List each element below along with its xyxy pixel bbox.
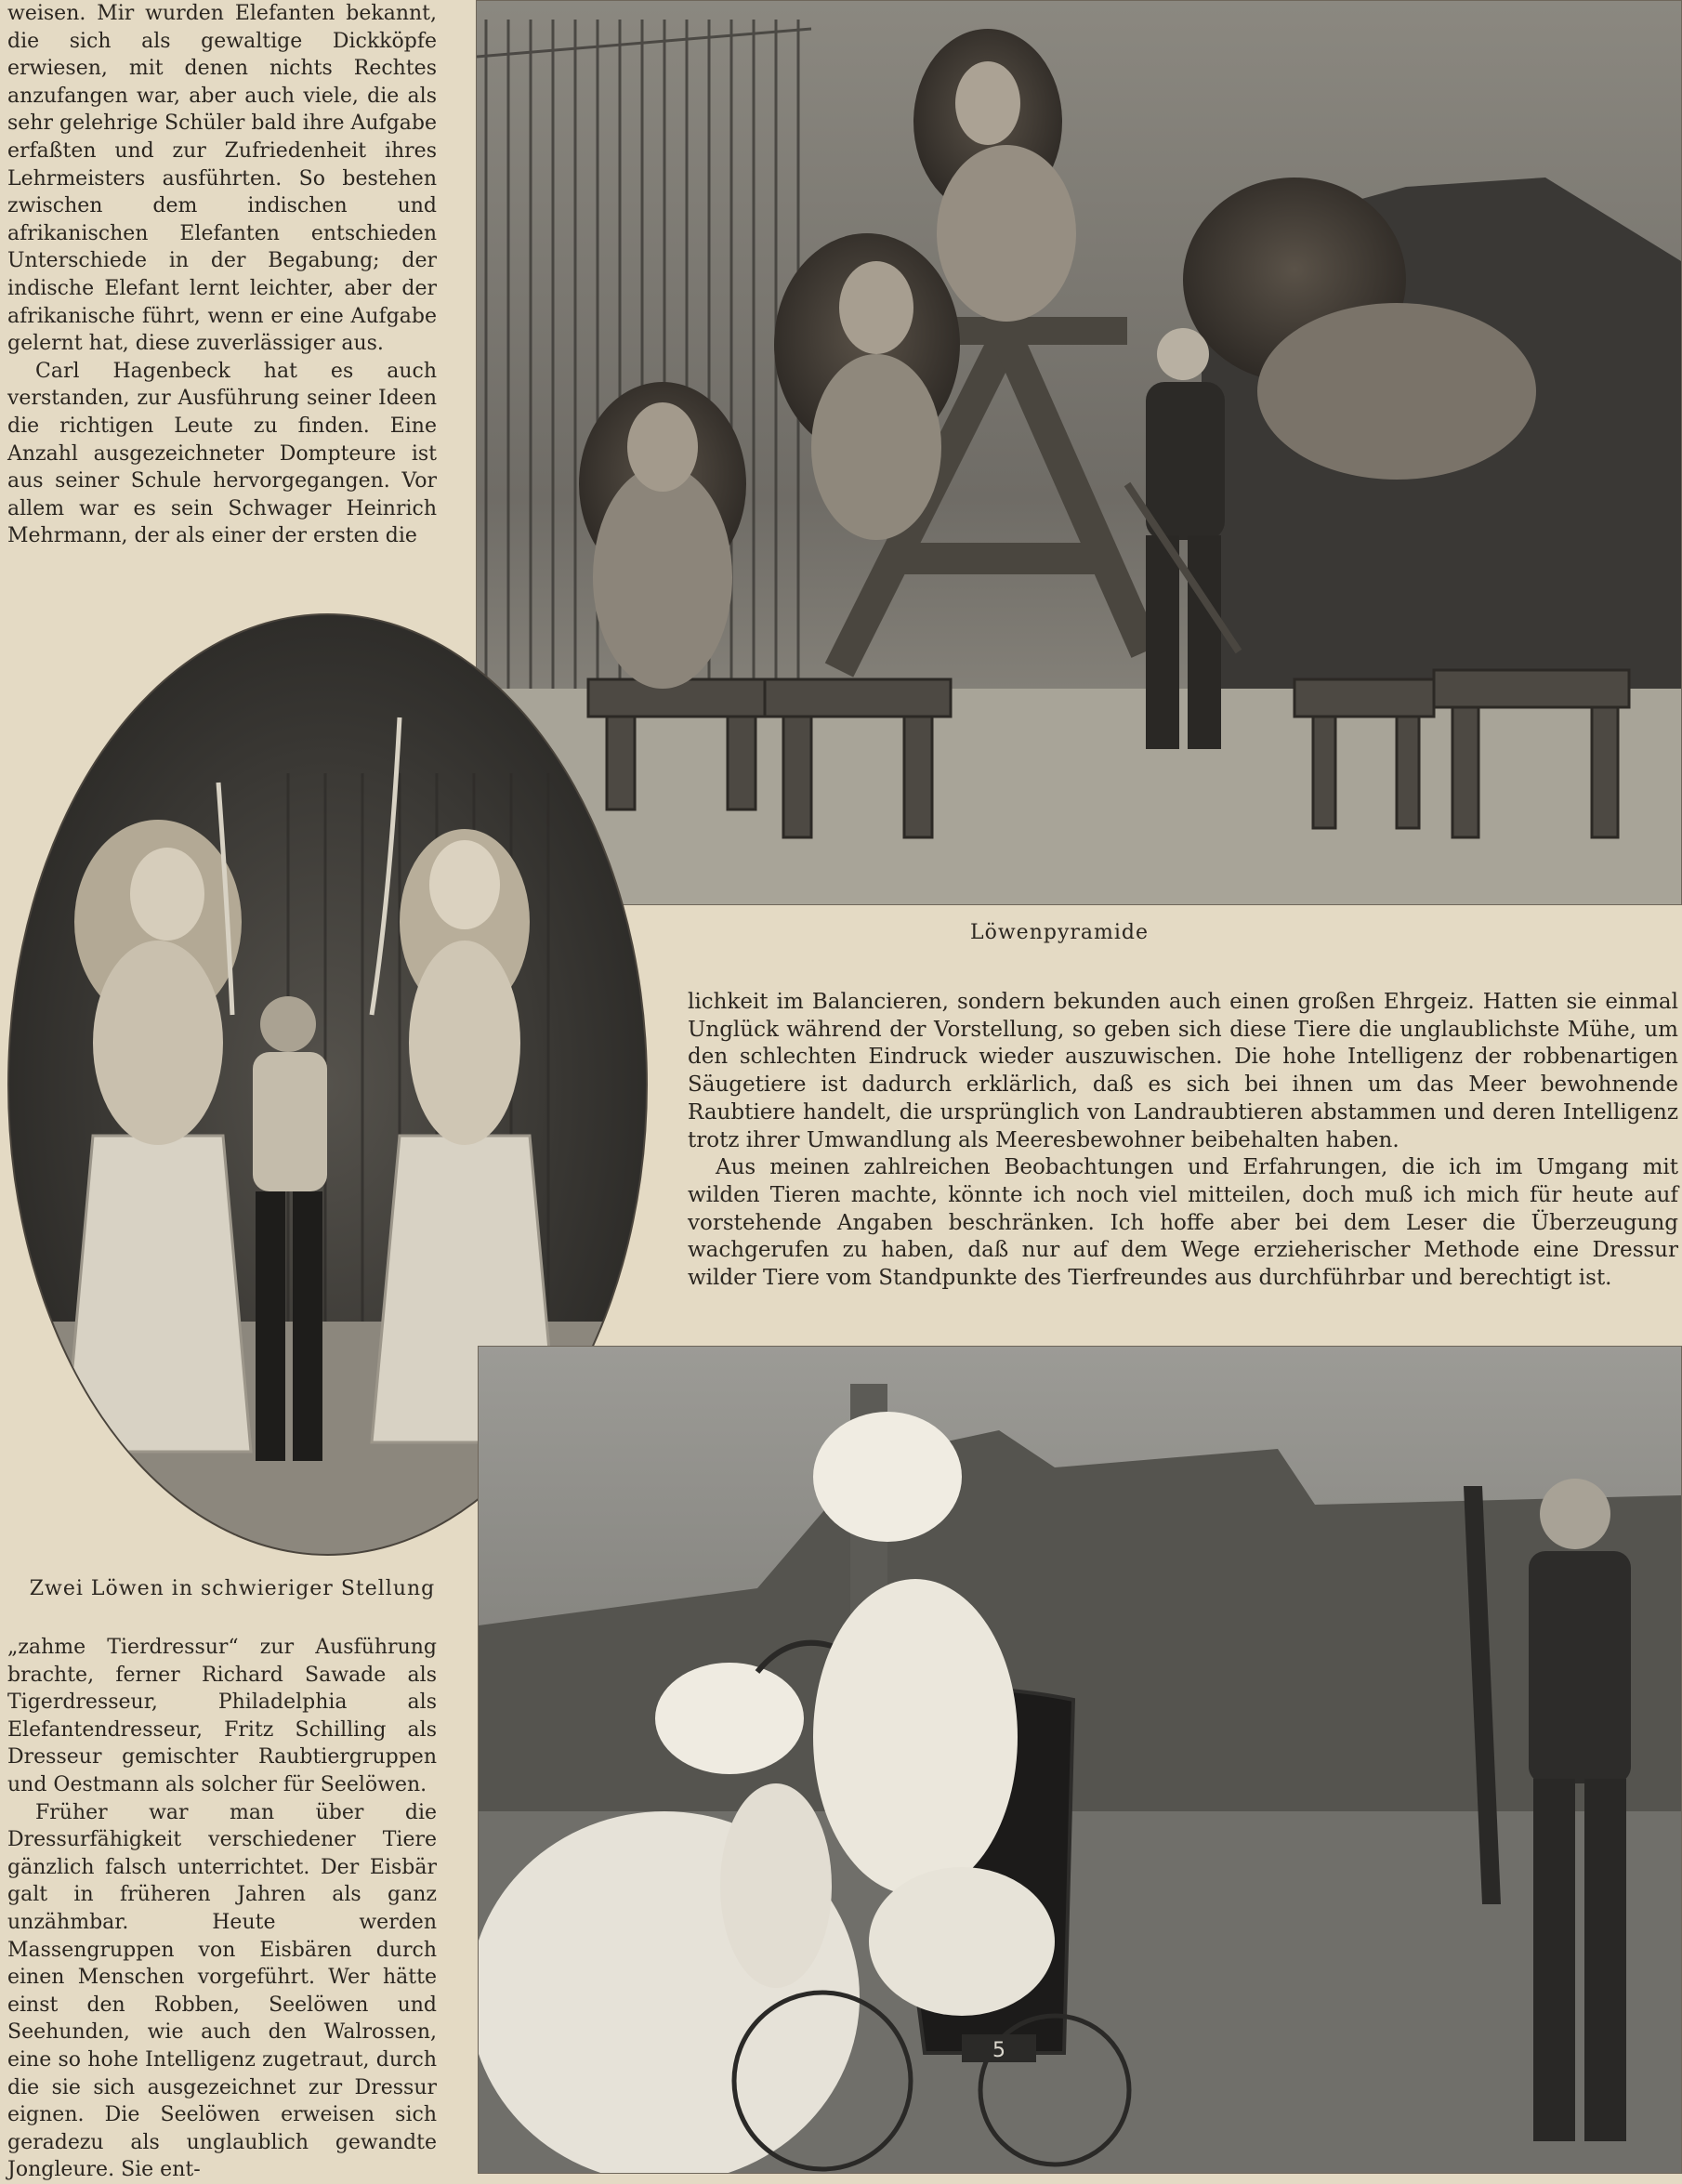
polar-bears-photo <box>478 1346 1682 2174</box>
text-column-bottom-left <box>7 1634 437 2184</box>
text-column-top-left <box>7 0 437 550</box>
paragraph: Früher war man über die Dressurfähigkeit verschiedener Tiere gänzlich falsch unterrichtet. Der Eisbär galt in früheren Jahren als ganz unzähmbar. Heute werden Massengruppen von Eisbären durch einen Menschen vorgeführt. Wer hätte einst den Robben, Seelöwen und Seehunden, wie auch den Walrossen, eine so hohe Intelligenz zugetraut, durch die sie sich ausgezeichnet zur Dressur eignen. Die Seelöwen erweisen sich geradezu als unglaublich gewandte Jongleure. Sie ent- <box>7 1800 437 2182</box>
lion-pyramid-photo <box>476 0 1682 905</box>
text-block-middle <box>688 989 1678 1293</box>
paragraph: lichkeit im Balancieren, sondern bekunden auch einen großen Ehrgeiz. Hatten sie einmal Unglück während der Vorstellung, so geben sich diese Tiere die unglaublichste Mühe, um den schlechten Eindruck wieder auszuwischen. Die hohe Intelligenz der robbenartigen Säugetiere ist dadurch erklärlich, daß es sich bei ihnen um das Meer bewohnende Raubtiere handelt, die ursprünglich von Landraubtieren abstammen und deren Intelligenz trotz ihrer Umwandlung als Meeresbewohner beibehalten haben. <box>688 990 1678 1152</box>
paragraph: „zahme Tierdressur“ zur Ausführung brachte, ferner Richard Sawade als Tigerdresseur, Philadelphia als Elefantendresseur, Fritz Schilling als Dresseur gemischter Raubtiergruppen und Oestmann als solcher für Seelöwen. <box>7 1636 437 1796</box>
stroller-number: 5 <box>992 2039 1005 2062</box>
caption-lion-pyramid: Löwenpyramide <box>969 921 1150 944</box>
paragraph: Aus meinen zahlreichen Beobachtungen und Erfahrungen, die ich im Umgang mit wilden Tieren machte, könnte ich noch viel mitteilen, doch muß ich mich für heute auf vorstehende Angaben beschränken. Ich hoffe aber bei dem Leser die Überzeugung wachgerufen zu haben, daß nur auf dem Wege erzieherischer Methode eine Dressur wilder Tiere vom Standpunkte des Tierfreundes aus durchführbar und berechtigt ist. <box>688 1155 1678 1291</box>
caption-two-lions: Zwei Löwen in schwieriger Stellung <box>29 1577 436 1600</box>
paragraph: Carl Hagenbeck hat es auch verstanden, zur Ausführung seiner Ideen die richtigen Leute zu finden. Eine Anzahl ausgezeichneter Dompteure ist aus seiner Schule hervorgegangen. Vor allem war es sein Schwager Heinrich Mehrmann, der als einer der ersten die <box>7 359 437 548</box>
paragraph: weisen. Mir wurden Elefanten bekannt, die sich als gewaltige Dickköpfe erwiesen, mit denen nichts Rechtes anzufangen war, aber auch viele, die als sehr gelehrige Schüler bald ihre Aufgabe erfaßten und zur Zufriedenheit ihres Lehrmeisters ausführten. So bestehen zwischen dem indischen und afrikanischen Elefanten entschieden Unterschiede in der Begabung; der indische Elefant lernt leichter, aber der afrikanische führt, wenn er eine Aufgabe gelernt hat, diese zuverlässiger aus. <box>7 2 437 356</box>
